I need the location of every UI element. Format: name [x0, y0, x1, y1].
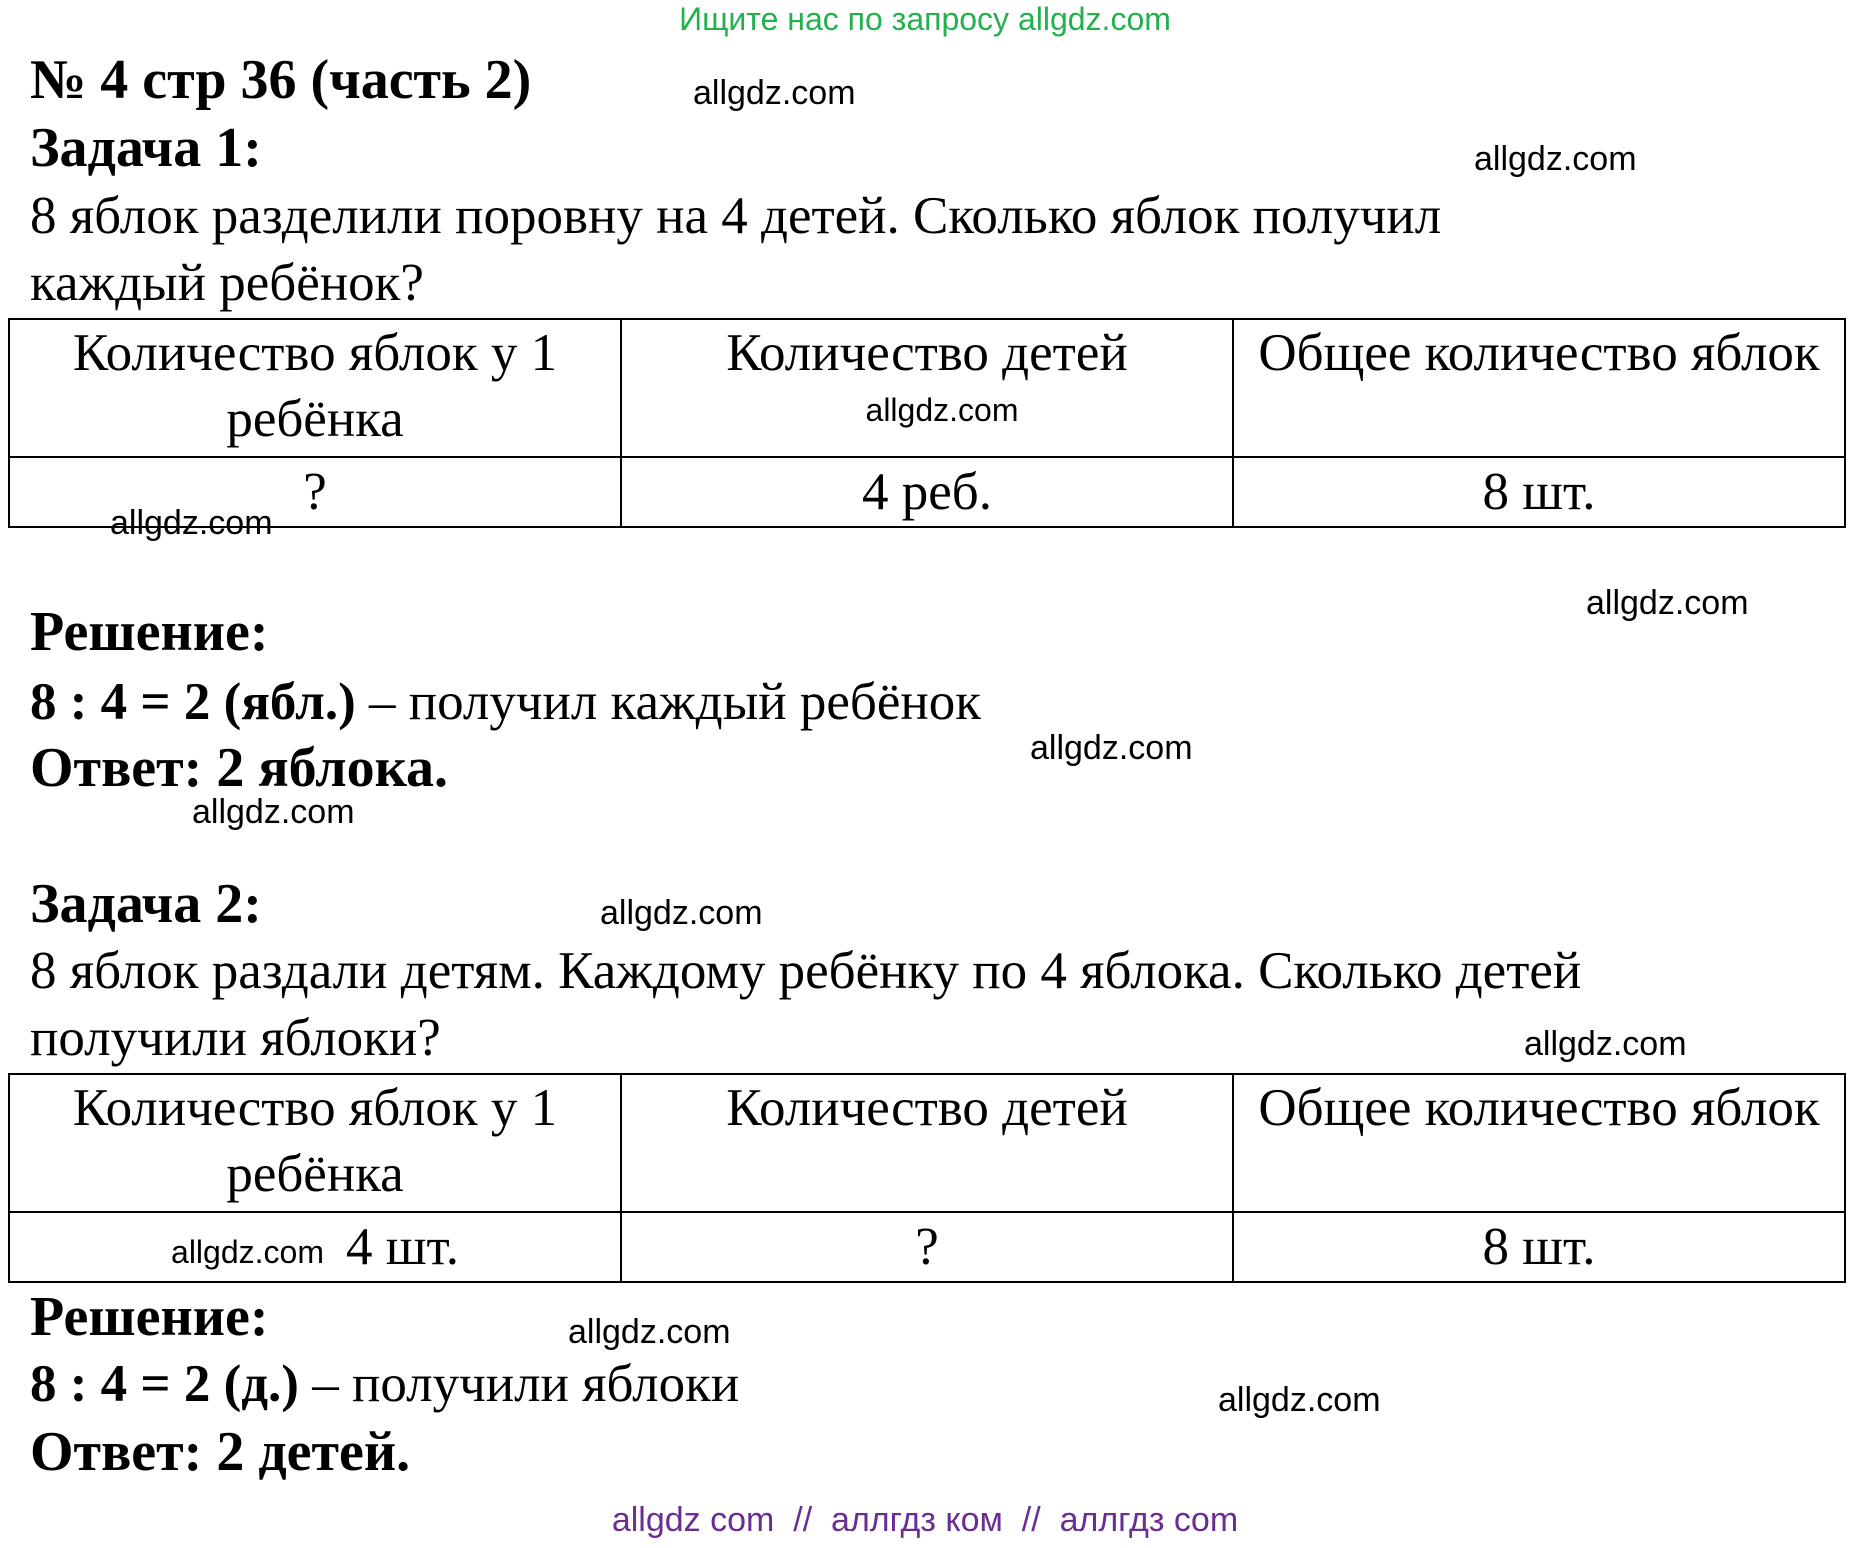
value-cell: ?	[9, 457, 621, 527]
solution-comment: – получил каждый ребёнок	[355, 673, 981, 731]
header-cell: Количество яблок у 1 ребёнка	[9, 319, 621, 457]
watermark: allgdz.com	[600, 894, 763, 932]
value-cell: 8 шт.	[1233, 457, 1845, 527]
page-title: № 4 стр 36 (часть 2)	[30, 49, 532, 111]
watermark: allgdz.com	[110, 504, 273, 542]
header-cell: Количество яблок у 1 ребёнка	[9, 1074, 621, 1212]
header-cell: Количество детей	[621, 1074, 1233, 1212]
header-cell	[621, 319, 1233, 457]
watermark: allgdz.com	[171, 1233, 324, 1270]
value-cell	[9, 1212, 621, 1282]
solution-comment: – получили яблоки	[298, 1355, 740, 1413]
table-row	[9, 457, 1845, 527]
task1-title: Задача 1:	[30, 117, 262, 179]
value-cell: 4 реб.	[621, 457, 1233, 527]
value-cell: ?	[621, 1212, 1233, 1282]
header-cell: Общее количество яблок	[1233, 319, 1845, 457]
task2-text-line1: 8 яблок раздали детям. Каждому ребёнку по 4 яблока. Сколько детей	[30, 942, 1582, 1000]
header-cell-text: Количество детей	[726, 324, 1128, 382]
watermark: allgdz.com	[192, 793, 355, 831]
watermark: allgdz.com	[1524, 1025, 1687, 1063]
task2-table	[8, 1073, 1846, 1283]
watermark: allgdz.com	[693, 74, 856, 112]
task2-solution-label: Решение:	[30, 1286, 269, 1348]
table-header-row	[9, 1074, 1845, 1212]
task2-solution-line	[30, 1352, 739, 1416]
table-header-row	[9, 319, 1845, 457]
table-row	[9, 1212, 1845, 1282]
task2-title: Задача 2:	[30, 873, 262, 935]
value-cell: 8 шт.	[1233, 1212, 1845, 1282]
task1-solution-label: Решение:	[30, 601, 269, 663]
watermark: allgdz.com	[1030, 729, 1193, 767]
task1-table	[8, 318, 1846, 528]
watermark: allgdz.com	[1474, 140, 1637, 178]
task2-answer: Ответ: 2 детей.	[30, 1421, 411, 1483]
task1-text-line1: 8 яблок разделили поровну на 4 детей. Сколько яблок получил	[30, 187, 1442, 245]
value-cell-text: 4 шт.	[345, 1218, 459, 1276]
task1-solution-line	[30, 670, 981, 734]
solution-expression: 8 : 4 = 2 (ябл.)	[30, 673, 356, 731]
task2-text-line2: получили яблоки?	[30, 1009, 441, 1067]
solution-expression: 8 : 4 = 2 (д.)	[30, 1355, 299, 1413]
footer-links[interactable]: allgdz com // аллгдз ком // аллгдз com	[611, 1501, 1239, 1539]
watermark: allgdz.com	[1586, 584, 1749, 622]
watermark: allgdz.com	[568, 1313, 731, 1351]
top-banner: Ищите нас по запросу allgdz.com	[679, 1, 1171, 37]
watermark: allgdz.com	[1218, 1381, 1381, 1419]
watermark: allgdz.com	[865, 392, 1019, 428]
task1-text-line2: каждый ребёнок?	[30, 254, 424, 312]
task1-answer: Ответ: 2 яблока.	[30, 737, 449, 799]
header-cell: Общее количество яблок	[1233, 1074, 1845, 1212]
